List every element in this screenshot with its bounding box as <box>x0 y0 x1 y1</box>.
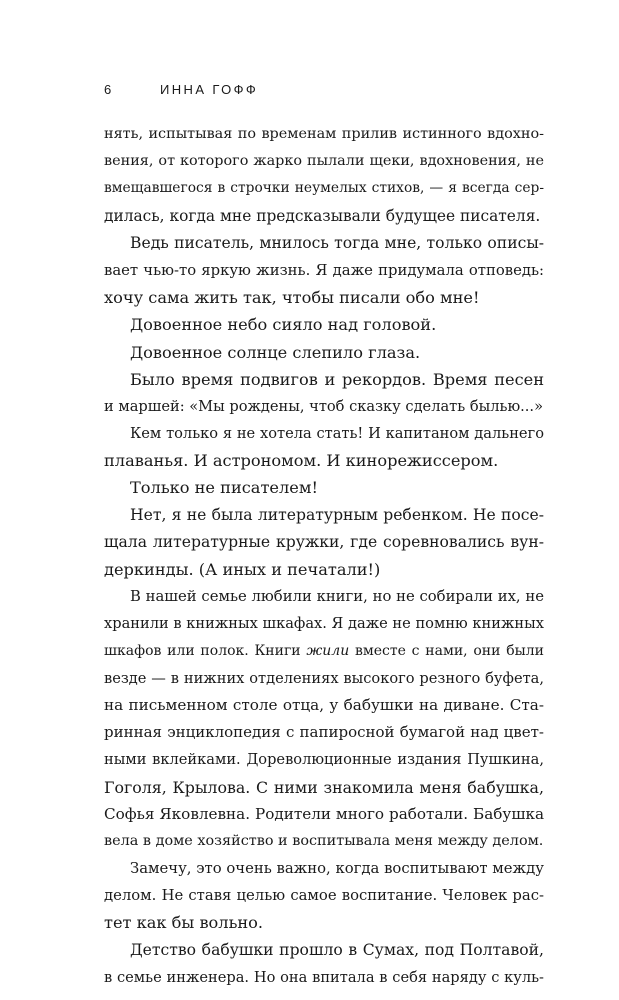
text-line: деркинды. (А иных и печатали!) <box>104 560 381 579</box>
running-head <box>104 82 258 97</box>
text-line: вает чью-то яркую жизнь. Я даже придумала отповедь: <box>104 261 544 279</box>
text-line: вела в доме хозяйство и воспитывала меня между делом. <box>104 832 544 849</box>
text-line <box>104 638 544 665</box>
text-line: в семье инженера. Но она впитала в себя наряду с куль- <box>104 968 544 986</box>
text-line: Кем только я не хотела стать! И капитаном дальнего <box>130 425 544 443</box>
text-line: хочу сама жить так, чтобы писали обо мне! <box>104 288 480 308</box>
text-line: Детство бабушки прошло в Сумах, под Полтавой, <box>130 940 544 959</box>
text-line: и маршей: «Мы рождены, чтоб сказку сделать былью...» <box>104 397 543 415</box>
text-line: вения, от которого жарко пылали щеки, вдохновения, не <box>104 153 544 170</box>
text-line: Гоголя, Крылова. С ними знакомила меня бабушка, <box>104 777 544 797</box>
text-line: щала литературные кружки, где соревновались вун- <box>104 532 544 551</box>
text-line: нять, испытывая по временам прилив истинного вдохно- <box>104 126 544 142</box>
text-line: хранили в книжных шкафах. Я даже не помню книжных <box>104 615 544 633</box>
text-line: тет как бы вольно. <box>104 913 264 933</box>
text-line: Замечу, это очень важно, когда воспитывают между <box>130 860 544 878</box>
text-line: везде — в нижних отделениях высокого резного буфета, <box>104 669 544 687</box>
text-line: Софья Яковлевна. Родители много работали. Бабушка <box>104 804 544 823</box>
text-line: вмещавшегося в строчки неумелых стихов, — я всегда сер- <box>104 180 544 197</box>
text-line: ринная энциклопедия с папиросной бумагой над цвет- <box>104 723 544 742</box>
text-line: делом. Не ставя целью самое воспитание. Человек рас- <box>104 887 544 905</box>
text-line: Только не писателем! <box>130 478 318 498</box>
text-line: Нет, я не была литературным ребенком. Не посе- <box>130 505 544 524</box>
page-number: 6 <box>104 82 114 97</box>
text-span: шкафов или полок. Книги <box>104 642 307 659</box>
author-name: ИННА ГОФФ <box>160 82 259 97</box>
text-span: вместе с нами, они были <box>349 642 544 659</box>
text-line: Довоенное небо сияло над головой. <box>130 315 437 335</box>
text-line: на письменном столе отца, у бабушки на диване. Ста- <box>104 695 544 714</box>
text-line: плаванья. И астрономом. И кинорежиссером. <box>104 451 499 471</box>
text-line: В нашей семье любили книги, но не собирали их, не <box>130 588 544 606</box>
text-line: Было время подвигов и рекордов. Время песен <box>130 369 544 389</box>
text-line: Ведь писатель, мнилось тогда мне, только описы- <box>130 233 544 252</box>
italic-word: жили <box>306 642 350 659</box>
text-line: ными вклейками. Дореволюционные издания Пушкина, <box>104 751 544 769</box>
body-text <box>104 121 544 991</box>
text-line: дилась, когда мне предсказывали будущее писателя. <box>104 206 541 225</box>
text-line: Довоенное солнце слепило глаза. <box>130 342 421 362</box>
